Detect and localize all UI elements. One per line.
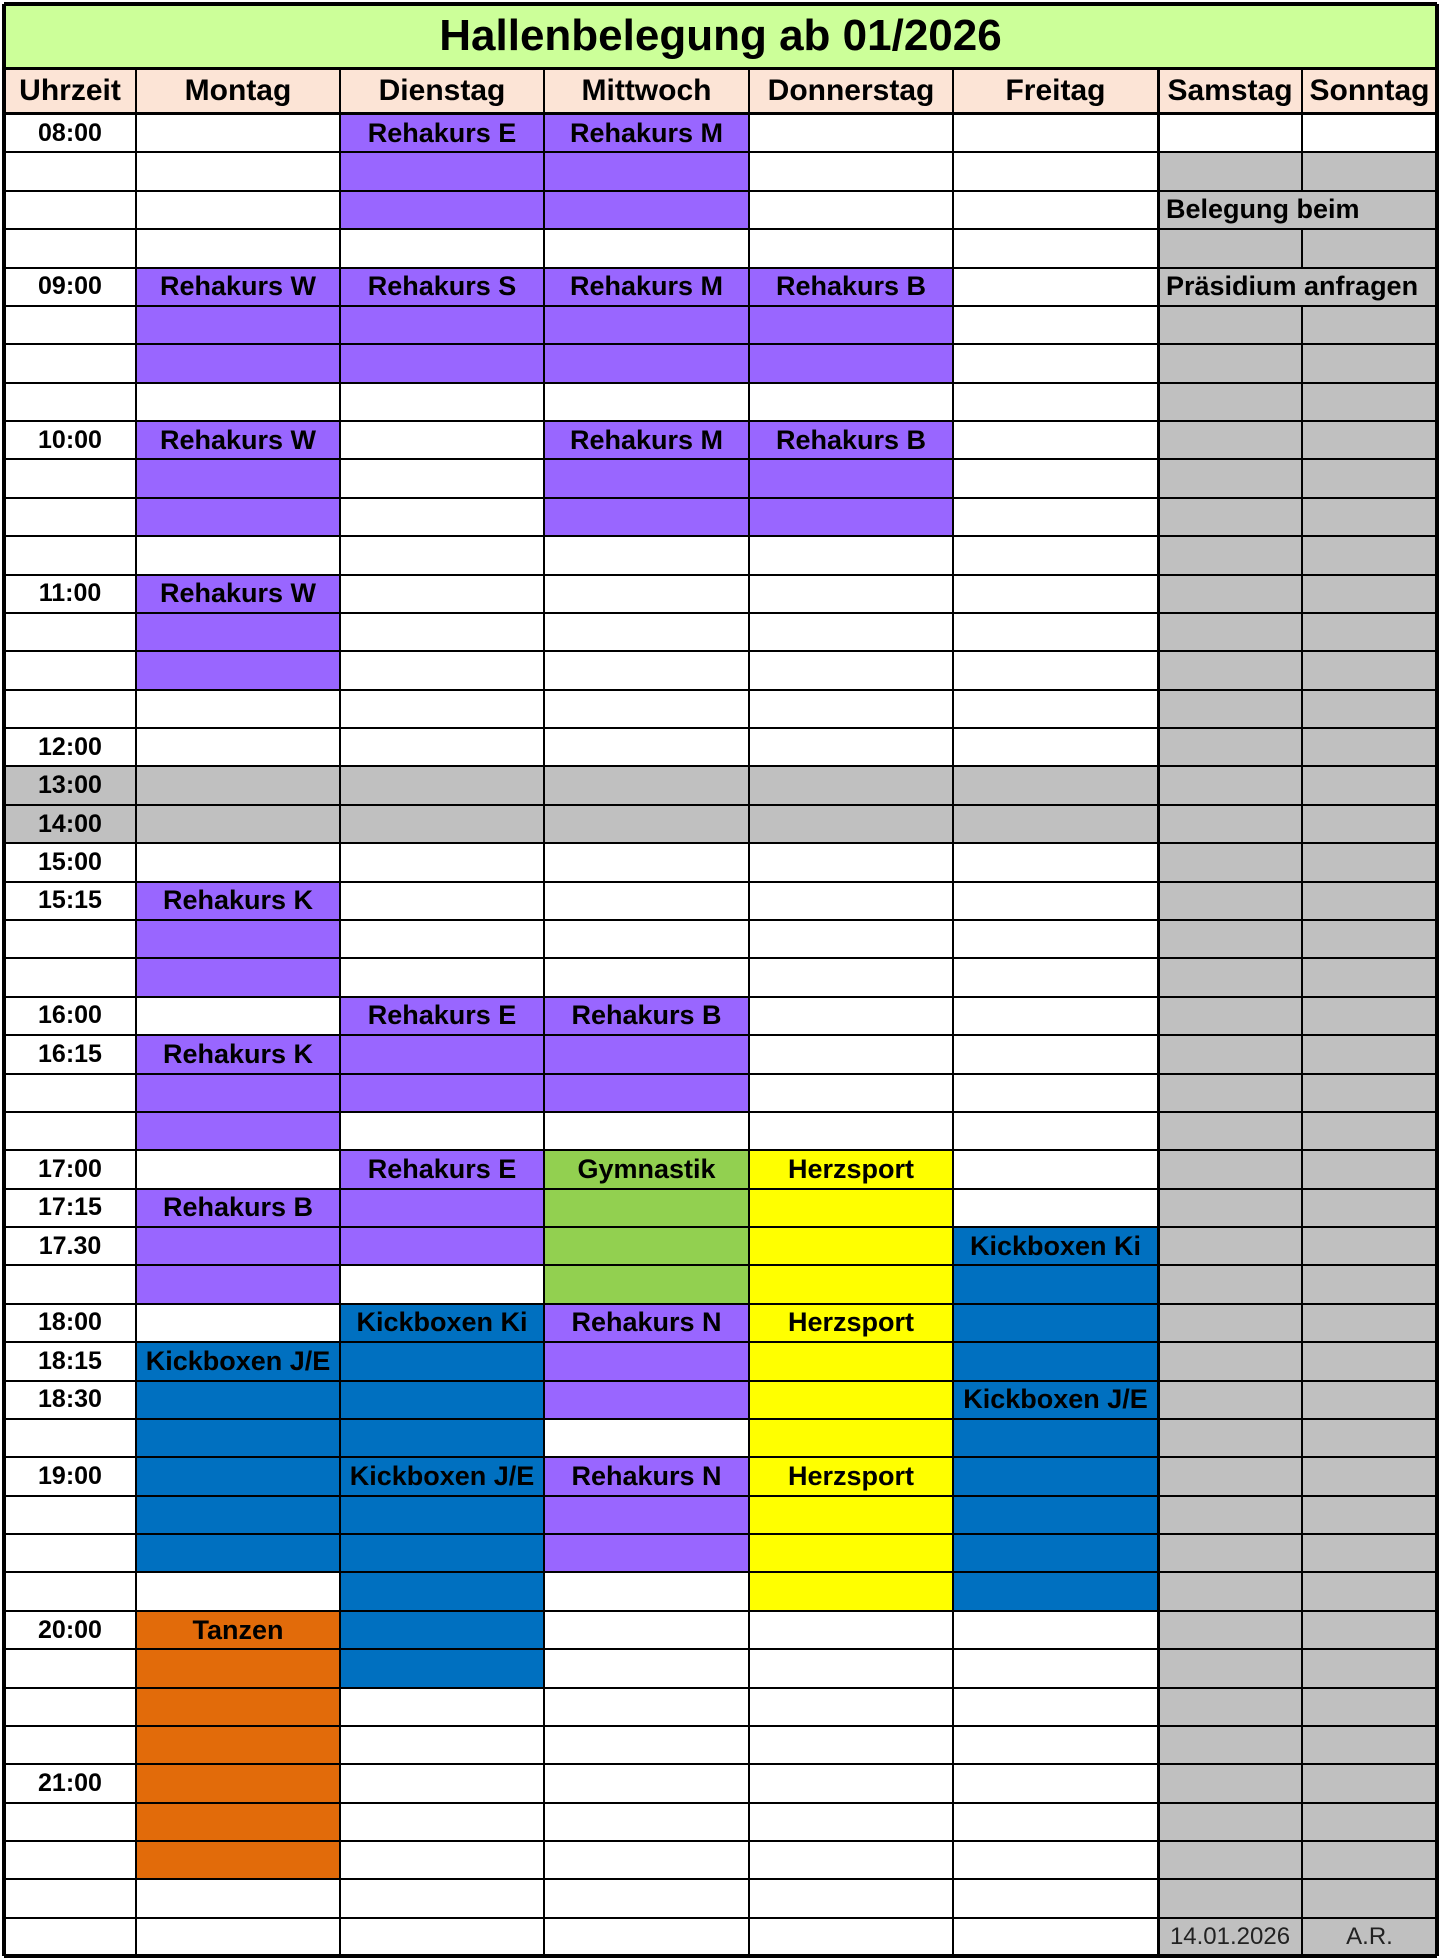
grid-line bbox=[4, 612, 1437, 614]
booking-label-rehakurs: Rehakurs M bbox=[569, 117, 724, 148]
grid-line bbox=[1301, 1611, 1303, 1649]
booking-label-rehakurs: Rehakurs W bbox=[159, 271, 317, 302]
grid-line bbox=[4, 267, 1437, 269]
grid-line bbox=[4, 535, 1437, 537]
header-mittwoch: Mittwoch bbox=[544, 68, 749, 113]
time-label: 14:00 bbox=[38, 809, 102, 838]
time-label: 12:00 bbox=[38, 732, 102, 761]
grid-line bbox=[1301, 613, 1303, 651]
grid-line bbox=[952, 68, 954, 1956]
grid-line bbox=[1301, 383, 1303, 421]
grid-line bbox=[4, 1763, 1437, 1765]
grid-line bbox=[1301, 920, 1303, 958]
grid-line bbox=[1301, 1841, 1303, 1879]
grid-line bbox=[4, 305, 1437, 307]
grid-line bbox=[1301, 1112, 1303, 1150]
grid-line bbox=[4, 1380, 1437, 1382]
footer-initials: A.R. bbox=[1302, 1918, 1437, 1956]
grid-line bbox=[1301, 1342, 1303, 1380]
grid-line bbox=[1301, 536, 1303, 574]
grid-line bbox=[4, 2, 1437, 6]
time-label: 21:00 bbox=[38, 1769, 102, 1798]
booking-label-tanzen: Tanzen bbox=[192, 1614, 284, 1645]
booking-label-herzsport: Herzsport bbox=[787, 1460, 915, 1491]
time-label: 15:00 bbox=[38, 847, 102, 876]
grid-line bbox=[4, 1149, 1437, 1151]
grid-line bbox=[4, 151, 1437, 153]
booking-label-kickboxen: Kickboxen Ki bbox=[969, 1230, 1142, 1261]
grid-line bbox=[4, 1495, 1437, 1497]
booking-label-rehakurs: Rehakurs N bbox=[571, 1460, 722, 1491]
grid-line bbox=[4, 1456, 1437, 1458]
time-label: 16:15 bbox=[38, 1039, 102, 1068]
grid-line bbox=[1301, 1803, 1303, 1841]
time-label: 17:15 bbox=[38, 1193, 102, 1222]
booking-label-rehakurs: Rehakurs K bbox=[162, 885, 314, 916]
grid-line bbox=[1301, 114, 1303, 152]
booking-label-rehakurs: Rehakurs M bbox=[569, 424, 724, 455]
grid-line bbox=[1301, 1649, 1303, 1687]
grid-line bbox=[1301, 1726, 1303, 1764]
grid-line bbox=[1301, 1419, 1303, 1457]
booking-label-gymnastik: Gymnastik bbox=[577, 1153, 716, 1184]
booking-label-herzsport: Herzsport bbox=[787, 1307, 915, 1338]
grid-line bbox=[1301, 306, 1303, 344]
header-samstag: Samstag bbox=[1158, 68, 1302, 113]
grid-line bbox=[1301, 152, 1303, 190]
booking-label-rehakurs: Rehakurs B bbox=[775, 424, 927, 455]
grid-line bbox=[1301, 958, 1303, 996]
booking-label-rehakurs: Rehakurs E bbox=[367, 1153, 517, 1184]
grid-line bbox=[543, 68, 545, 1956]
grid-line bbox=[4, 190, 1437, 192]
grid-line bbox=[1301, 1534, 1303, 1572]
grid-line bbox=[1301, 1764, 1303, 1802]
grid-line bbox=[4, 804, 1437, 806]
grid-line bbox=[4, 382, 1437, 384]
time-label: 13:00 bbox=[38, 771, 102, 800]
grid-line bbox=[4, 1226, 1437, 1228]
grid-line bbox=[1301, 1304, 1303, 1342]
grid-line bbox=[4, 67, 1437, 70]
grid-line bbox=[1301, 1035, 1303, 1073]
grid-line bbox=[1301, 421, 1303, 459]
grid-line bbox=[1301, 1150, 1303, 1188]
grid-line bbox=[4, 1303, 1437, 1305]
grid-line bbox=[1301, 843, 1303, 881]
page-title: Hallenbelegung ab 01/2026 bbox=[4, 4, 1437, 68]
header-sonntag: Sonntag bbox=[1302, 68, 1437, 113]
grid-line bbox=[1301, 344, 1303, 382]
booking-label-rehakurs: Rehakurs W bbox=[159, 424, 317, 455]
grid-line bbox=[4, 727, 1437, 729]
grid-line bbox=[135, 68, 137, 1956]
grid-line bbox=[1301, 1189, 1303, 1227]
grid-line bbox=[1301, 498, 1303, 536]
grid-line bbox=[4, 1264, 1437, 1266]
grid-line bbox=[1301, 1227, 1303, 1265]
booking-label-herzsport: Herzsport bbox=[787, 1153, 915, 1184]
booking-label-rehakurs: Rehakurs E bbox=[367, 1000, 517, 1031]
booking-label-rehakurs: Rehakurs S bbox=[367, 271, 517, 302]
time-label: 17:00 bbox=[38, 1154, 102, 1183]
grid-line bbox=[1301, 805, 1303, 843]
time-label: 08:00 bbox=[38, 118, 102, 147]
grid-line bbox=[4, 228, 1437, 230]
header-uhrzeit: Uhrzeit bbox=[4, 68, 136, 113]
header-dienstag: Dienstag bbox=[340, 68, 544, 113]
booking-label-kickboxen: Kickboxen J/E bbox=[145, 1345, 331, 1376]
weekend-note-line: Belegung beim bbox=[1166, 194, 1360, 225]
grid-line bbox=[4, 420, 1437, 422]
grid-line bbox=[4, 1878, 1437, 1880]
booking-label-rehakurs: Rehakurs W bbox=[159, 578, 317, 609]
grid-line bbox=[4, 458, 1437, 460]
grid-line bbox=[4, 650, 1437, 652]
grid-line bbox=[1157, 68, 1160, 1956]
header-donnerstag: Donnerstag bbox=[749, 68, 953, 113]
grid-line bbox=[1301, 1265, 1303, 1303]
booking-label-rehakurs: Rehakurs B bbox=[775, 271, 927, 302]
grid-line bbox=[2, 4, 6, 1956]
grid-line bbox=[1301, 882, 1303, 920]
grid-line bbox=[4, 1802, 1437, 1804]
grid-line bbox=[1301, 459, 1303, 497]
grid-line bbox=[4, 1111, 1437, 1113]
grid-line bbox=[1301, 1496, 1303, 1534]
time-label: 11:00 bbox=[38, 579, 102, 608]
grid-line bbox=[4, 1571, 1437, 1573]
time-label: 15:15 bbox=[38, 886, 102, 915]
header-montag: Montag bbox=[136, 68, 340, 113]
grid-line bbox=[4, 881, 1437, 883]
time-label: 19:00 bbox=[38, 1461, 102, 1490]
time-label: 18:30 bbox=[38, 1385, 102, 1414]
grid-line bbox=[4, 689, 1437, 691]
grid-line bbox=[4, 765, 1437, 767]
footer-date: 14.01.2026 bbox=[1158, 1918, 1302, 1956]
grid-line bbox=[1301, 1688, 1303, 1726]
grid-line bbox=[4, 1840, 1437, 1842]
grid-line bbox=[1301, 68, 1303, 113]
grid-line bbox=[4, 1533, 1437, 1535]
grid-line bbox=[1301, 728, 1303, 766]
grid-line bbox=[4, 996, 1437, 998]
grid-line bbox=[4, 1725, 1437, 1727]
grid-line bbox=[4, 497, 1437, 499]
weekend-note-line: Präsidium anfragen bbox=[1166, 271, 1419, 302]
time-label: 09:00 bbox=[38, 272, 102, 301]
time-label: 10:00 bbox=[38, 425, 102, 454]
grid-line bbox=[1301, 1457, 1303, 1495]
time-label: 18:15 bbox=[38, 1346, 102, 1375]
grid-line bbox=[4, 1418, 1437, 1420]
booking-label-rehakurs: Rehakurs B bbox=[571, 1000, 722, 1031]
grid-line bbox=[1301, 1572, 1303, 1610]
grid-line bbox=[1301, 651, 1303, 689]
grid-line bbox=[4, 1954, 1437, 1958]
booking-label-rehakurs: Rehakurs E bbox=[367, 117, 517, 148]
grid-line bbox=[4, 1188, 1437, 1190]
booking-label-kickboxen: Kickboxen J/E bbox=[349, 1460, 535, 1491]
grid-line bbox=[4, 1687, 1437, 1689]
midday-closed-row bbox=[4, 805, 1437, 843]
grid-line bbox=[4, 1034, 1437, 1036]
grid-line bbox=[4, 574, 1437, 576]
grid-line bbox=[1301, 229, 1303, 267]
booking-label-rehakurs: Rehakurs M bbox=[569, 271, 724, 302]
grid-line bbox=[4, 957, 1437, 959]
grid-line bbox=[4, 1341, 1437, 1343]
midday-closed-row bbox=[4, 766, 1437, 804]
booking-label-rehakurs: Rehakurs K bbox=[162, 1038, 314, 1069]
grid-line bbox=[1301, 690, 1303, 728]
time-label: 17.30 bbox=[38, 1231, 102, 1260]
time-label: 16:00 bbox=[38, 1001, 102, 1030]
grid-line bbox=[4, 112, 1437, 115]
header-freitag: Freitag bbox=[953, 68, 1158, 113]
booking-label-kickboxen: Kickboxen Ki bbox=[356, 1307, 528, 1338]
grid-line bbox=[4, 842, 1437, 844]
grid-line bbox=[4, 919, 1437, 921]
grid-line bbox=[339, 68, 341, 1956]
grid-line bbox=[1301, 997, 1303, 1035]
booking-label-kickboxen: Kickboxen J/E bbox=[963, 1384, 1148, 1415]
grid-line bbox=[4, 343, 1437, 345]
grid-line bbox=[4, 1648, 1437, 1650]
booking-label-rehakurs: Rehakurs N bbox=[571, 1307, 722, 1338]
grid-line bbox=[1301, 1918, 1303, 1956]
grid-line bbox=[1301, 575, 1303, 613]
time-label: 20:00 bbox=[38, 1615, 102, 1644]
grid-line bbox=[1435, 4, 1439, 1956]
grid-line bbox=[1301, 1074, 1303, 1112]
grid-line bbox=[4, 1610, 1437, 1612]
time-label: 18:00 bbox=[38, 1308, 102, 1337]
grid-line bbox=[4, 1073, 1437, 1075]
grid-line bbox=[748, 68, 750, 1956]
grid-line bbox=[1301, 1879, 1303, 1917]
grid-line bbox=[1301, 766, 1303, 804]
grid-line bbox=[4, 1917, 1437, 1919]
grid-line bbox=[1301, 1381, 1303, 1419]
booking-label-rehakurs: Rehakurs B bbox=[162, 1192, 314, 1223]
